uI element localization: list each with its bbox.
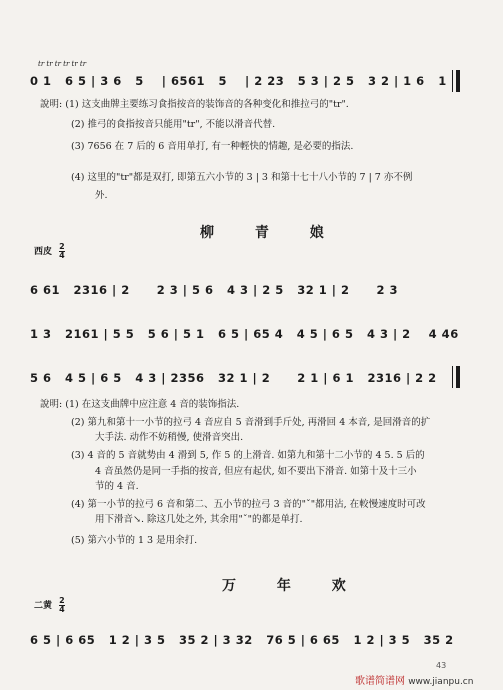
ornament-marks-1: tr tr tr tr tr tr bbox=[38, 60, 87, 68]
notes-label-2: 說明: bbox=[40, 399, 63, 410]
note-1-3: (3) 7656 在 7 后的 6 音用单打, 有一种輕快的情趣, 是必要的指法. bbox=[71, 141, 354, 152]
score-line-3: 1 3 2161 | 5 5 5 6 | 5 1 6 5 | 65 4 4 5 | 6 5 4 3 | 2 4 46 bbox=[30, 327, 459, 341]
note-2-4b: 用下滑音↘. 除这几处之外, 其余用"ˇ"的都是单打. bbox=[95, 514, 303, 525]
note-2-2: (2) 第九和第十一小节的拉弓 4 音应自 5 音滑到手斤处, 再滑回 4 本音, 是回滑音的扩 bbox=[71, 417, 431, 428]
time-signature-2: $\frac{2}{4}$ bbox=[59, 596, 65, 614]
score-line-2: 6 61 2316 | 2 2 3 | 5 6 4 3 | 2 5 32 1 | 2 2 3 bbox=[30, 283, 398, 297]
notes-section-1 bbox=[40, 98, 490, 202]
watermark-url: www.jianpu.cn bbox=[408, 677, 474, 687]
note-2-4: (4) 第一小节的拉弓 6 音和第二、五小节的拉弓 3 音的"ˇ"都用沾, 在較慢速度时可改 bbox=[71, 499, 426, 510]
watermark-name: 歌谱简谱网 bbox=[355, 676, 405, 687]
note-1-4: (4) 这里的"tr"都是双打, 即第五六小节的 3 | 3 和第十七十八小节的 7 | 7 亦不例 bbox=[71, 172, 413, 183]
piece-title-wannianhuan: 万 年 欢 bbox=[222, 578, 364, 594]
piece-mode-1 bbox=[34, 243, 65, 260]
barline-2 bbox=[452, 366, 453, 388]
score-line-4: 5 6 4 5 | 6 5 4 3 | 2356 32 1 | 2 2 1 | 6 1 2316 | 2 2 bbox=[30, 371, 437, 385]
watermark-text bbox=[355, 672, 473, 687]
note-2-3c: 节的 4 音. bbox=[95, 481, 139, 492]
page-number: 43 bbox=[436, 661, 447, 670]
note-2-5: (5) 第六小节的 1 3 是用余打. bbox=[71, 535, 198, 546]
note-1-2: (2) 推弓的食指按音只能用"tr", 不能以滑音代替. bbox=[71, 119, 276, 130]
note-2-2b: 大手法. 动作不妨稍慢, 使滑音突出. bbox=[95, 432, 244, 443]
piece-mode-2 bbox=[34, 597, 65, 614]
final-barline-1 bbox=[456, 70, 460, 92]
note-2-3: (3) 4 音的 5 音就势由 4 滑到 5, 作 5 的上滑音. 如第九和第十二小节的 4 5. 5 后的 bbox=[71, 450, 425, 461]
note-2-3b: 4 音虽然仍是同一手指的按音, 但应有起伏, 如不要出下滑音. 如第十及十三小 bbox=[95, 466, 417, 477]
time-signature-1: $\frac{2}{4}$ bbox=[59, 242, 65, 260]
note-1-1: (1) 这支曲牌主要练习食指按音的装饰音的各种变化和推拉弓的"tr". bbox=[65, 99, 349, 110]
score-line-5: 6 5 | 6 65 1 2 | 3 5 35 2 | 3 32 76 5 | 6 65 1 2 | 3 5 35 2 bbox=[30, 633, 454, 647]
piece-title-liuqingniang: 柳 青 娘 bbox=[200, 225, 342, 241]
notes-label: 說明: bbox=[40, 99, 63, 110]
score-line-1: 0 1 6 5 | 3 6 5 | 6561 5 | 2 23 5 3 | 2 5 3 2 | 1 6 1 bbox=[30, 74, 447, 88]
mode-label: 西皮 bbox=[34, 247, 53, 257]
mode-label-2: 二黄 bbox=[34, 601, 53, 611]
final-barline-2 bbox=[456, 366, 460, 388]
note-1-4b: 外. bbox=[95, 190, 108, 201]
note-2-1: (1) 在这支曲牌中应注意 4 音的装饰指法. bbox=[65, 399, 240, 410]
barline-1 bbox=[452, 70, 453, 92]
notes-section-2 bbox=[40, 398, 490, 547]
